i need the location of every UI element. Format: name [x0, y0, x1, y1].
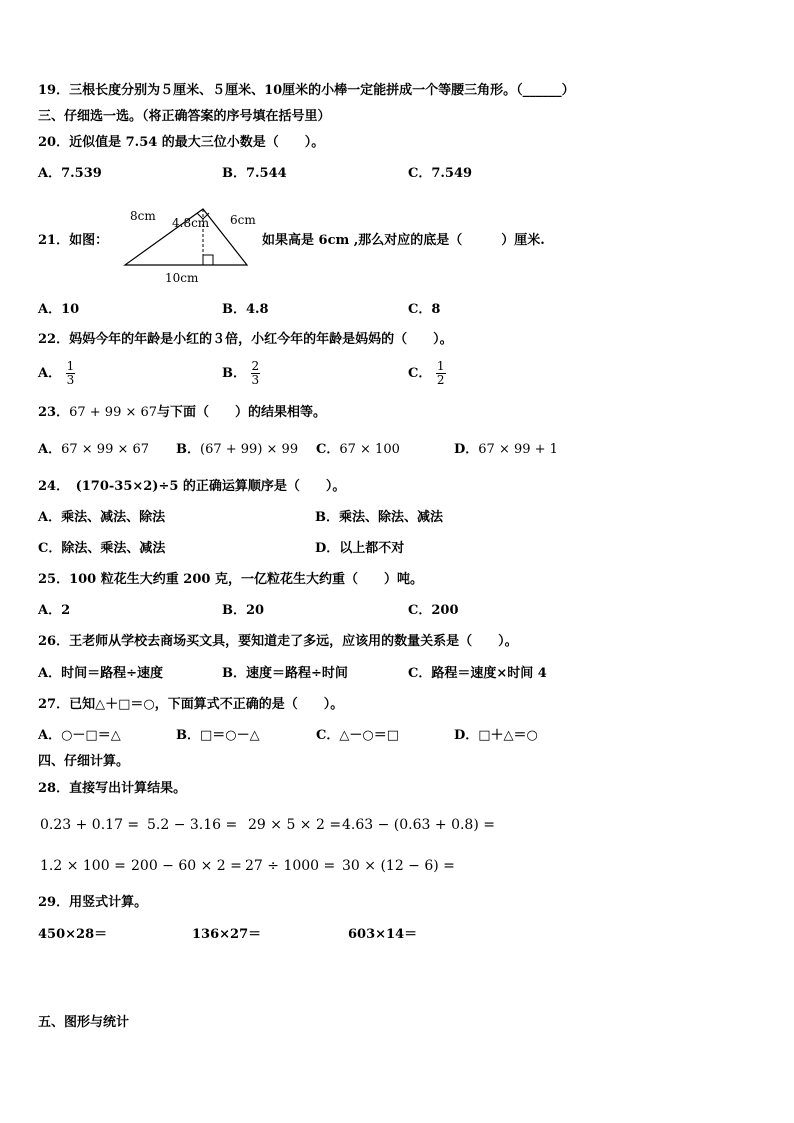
- q27-option-c: C．△－○＝□: [316, 728, 399, 743]
- vertical-calc-item: 450×28＝: [38, 927, 108, 942]
- section-4-heading: 四、仔细计算。: [38, 754, 130, 769]
- q23-stem-text: 与下面（ ）的结果相等。: [157, 405, 327, 420]
- fraction-b: $\frac{2}{3}$: [251, 359, 260, 387]
- calc-item: 1.2 × 100 =: [40, 858, 126, 874]
- question-26-stem: 26．王老师从学校去商场买文具，要知道走了多远，应该用的数量关系是（ ）。: [38, 634, 518, 649]
- q25-option-c: C．200: [408, 603, 459, 618]
- q21-option-a: A．10: [38, 302, 80, 317]
- fraction-a: $\frac{1}{3}$: [66, 359, 75, 387]
- calc-item: 30 × (12 − 6) =: [342, 858, 455, 874]
- q25-option-a: A．2: [38, 603, 71, 618]
- calc-item: 0.23 + 0.17 =: [40, 817, 140, 833]
- right-angle-mark-base: [203, 255, 213, 265]
- q24-option-d: D．以上都不对: [315, 541, 405, 556]
- question-19: 19．三根长度分别为５厘米、５厘米、10厘米的小棒一定能拼成一个等腰三角形。（______）: [38, 83, 575, 98]
- label-10cm: 10cm: [165, 271, 199, 285]
- question-29-stem: 29．用竖式计算。: [38, 895, 148, 910]
- question-27-stem: 27．已知△＋□＝○，下面算式不正确的是（ ）。: [38, 697, 344, 712]
- q24-option-a: A．乘法、减法、除法: [38, 510, 166, 525]
- q22-c-label: C．: [408, 366, 432, 381]
- q23-option-d: D．67 × 99 + 1: [454, 442, 558, 457]
- vertical-calc-item: 136×27＝: [192, 927, 262, 942]
- fraction-c: $\frac{1}{2}$: [436, 359, 445, 387]
- question-22-stem: 22．妈妈今年的年龄是小红的３倍，小红今年的年龄是妈妈的（ ）。: [38, 332, 453, 347]
- vertical-calc-item: 603×14＝: [348, 927, 418, 942]
- q26-option-c: C．路程＝速度×时间 4: [408, 666, 547, 681]
- calc-item: 5.2 − 3.16 =: [147, 817, 238, 833]
- question-28-stem: 28．直接写出计算结果。: [38, 781, 187, 796]
- q20-option-a: A．7.539: [38, 166, 102, 181]
- question-21-suffix: 如果高是 6cm ,那么对应的底是（ ）厘米.: [262, 233, 545, 248]
- section-5-heading: 五、图形与统计: [38, 1015, 130, 1030]
- q22-option-a: [38, 360, 75, 387]
- label-6cm: 6cm: [230, 213, 256, 227]
- q23-option-b: B．(67 + 99) × 99: [176, 442, 299, 457]
- q20-option-b: B．7.544: [222, 166, 287, 181]
- calc-item: 29 × 5 × 2 =: [248, 817, 342, 833]
- q21-option-b: B．4.8: [222, 302, 269, 317]
- q22-b-label: B．: [222, 366, 246, 381]
- label-4-8cm: 4.8cm: [172, 216, 210, 230]
- label-8cm: 8cm: [130, 209, 156, 223]
- question-21-prefix: 21．如图：: [38, 233, 109, 248]
- q24-option-c: C．除法、乘法、减法: [38, 541, 166, 556]
- q21-option-c: C．8: [408, 302, 441, 317]
- q24-option-b: B．乘法、除法、减法: [315, 510, 443, 525]
- triangle-figure: [110, 200, 270, 290]
- q22-a-label: A．: [38, 366, 62, 381]
- q22-option-b: [222, 360, 260, 387]
- q23-stem-expression: 67 + 99 × 67: [69, 405, 158, 420]
- q26-option-b: B．速度＝路程÷时间: [222, 666, 348, 681]
- question-20-stem: 20．近似值是 7.54 的最大三位小数是（ ）。: [38, 135, 325, 150]
- calc-item: 200 − 60 × 2 =: [131, 858, 242, 874]
- q27-option-d: D．□＋△＝○: [454, 728, 538, 743]
- calc-item: 27 ÷ 1000 =: [245, 858, 336, 874]
- q23-option-c: C．67 × 100: [316, 442, 400, 457]
- question-23-stem: 23．67 + 99 × 67与下面（ ）的结果相等。: [38, 405, 327, 420]
- q22-option-c: [408, 360, 446, 387]
- q23-option-a: A．67 × 99 × 67: [38, 442, 150, 457]
- question-25-stem: 25．100 粒花生大约重 200 克，一亿粒花生大约重（ ）吨。: [38, 572, 423, 587]
- q26-option-a: A．时间＝路程÷速度: [38, 666, 163, 681]
- calc-item: 4.63 − (0.63 + 0.8) =: [342, 817, 495, 833]
- question-24-stem: 24． (170-35×2)÷5 的正确运算顺序是（ ）。: [38, 479, 346, 494]
- q25-option-b: B．20: [222, 603, 265, 618]
- q27-option-b: B．□＝○－△: [176, 728, 260, 743]
- section-3-heading: 三、仔细选一选。（将正确答案的序号填在括号里）: [38, 109, 331, 124]
- q27-option-a: A．○－□＝△: [38, 728, 121, 743]
- q20-option-c: C．7.549: [408, 166, 473, 181]
